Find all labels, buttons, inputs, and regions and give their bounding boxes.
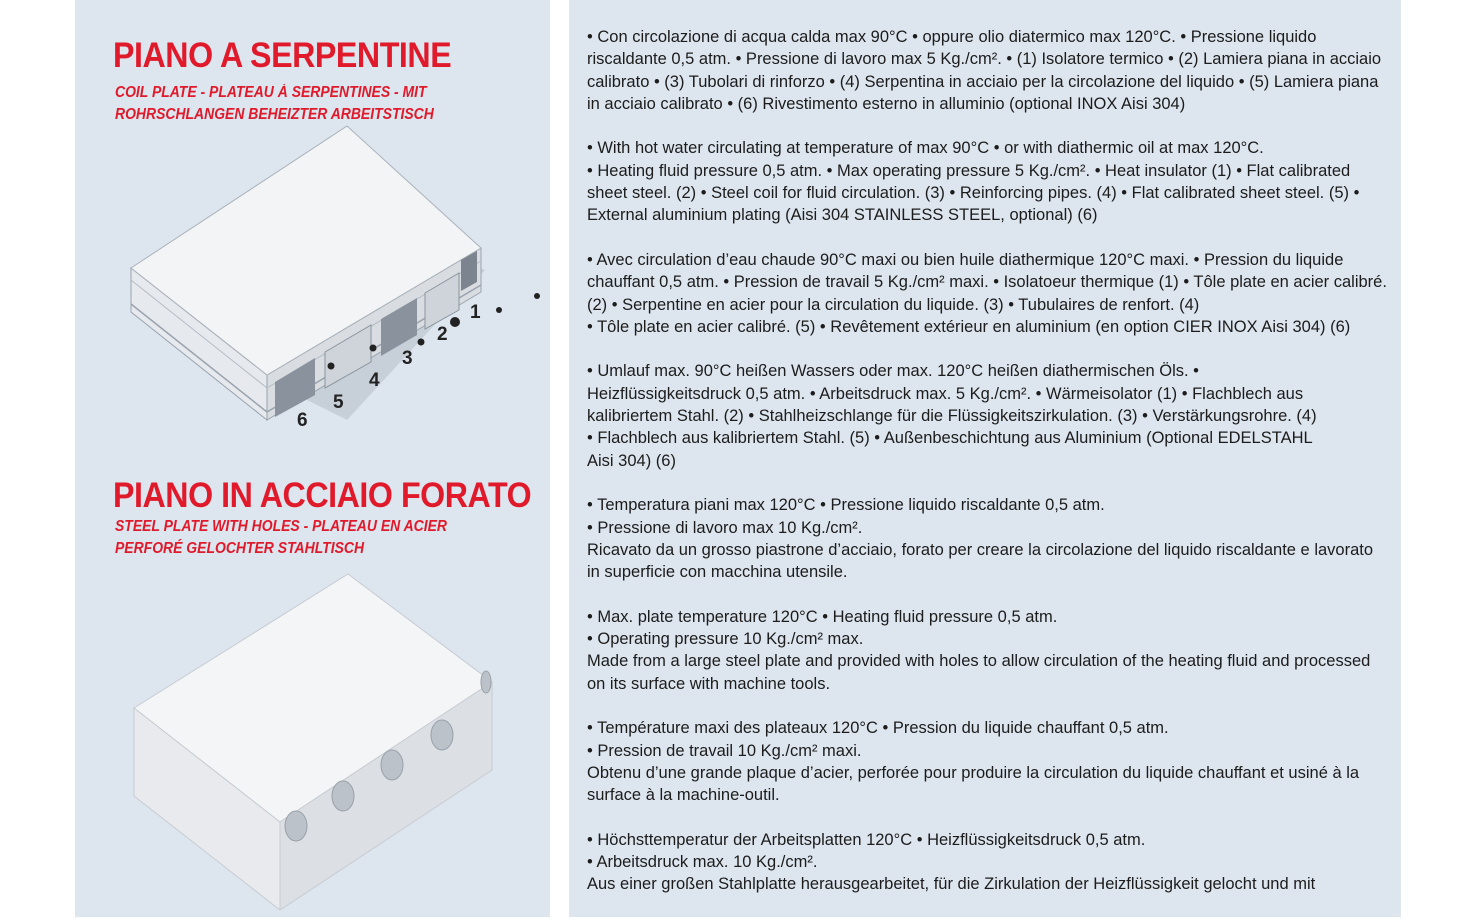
left-panel (75, 0, 550, 917)
callout-6: 6 (297, 410, 308, 431)
coil-plate-subtitle: COIL PLATE - PLATEAU À SERPENTINES - MIT ROHRSCHLANGEN BEHEIZTER ARBEITSTISCH (115, 84, 434, 123)
coil-spec-en: • With hot water circulating at temperature of max 90°C • or with diathermic oil at max 120°C. • Heating fluid pressure 0,5 atm. • Max operating pressure 5 Kg./cm². • Heat insulator (1) • Flat calibrated sheet steel. (2) • Steel coil for fluid circulation. (3) • Reinforcing pipes. (4) • Flat calibrated sheet steel. (5) • External aluminium plating (Aisi 304 STAINLESS STEEL, optional) (6) (587, 139, 1360, 225)
callout-2: 2 (437, 324, 448, 345)
holes-plate-illustration (130, 570, 510, 910)
coil-plate-title: PIANO A SERPENTINE (113, 36, 452, 75)
callout-3: 3 (402, 348, 413, 369)
coil-spec-fr: • Avec circulation d’eau chaude 90°C maxi ou bien huile diathermique 120°C maxi. • Pression du liquide chauffant 0,5 atm. • Pression de travail 5 Kg./cm² maxi. • Isolatoeur thermique (1) • Tôle plate en acier calibré. (2) • Serpentine en acier pour la circulation du liquide. (3) • Tubulaires de renfort. (4) • Tôle plate en acier calibré. (5) • Revêtement extérieur en aluminium (en option CIER INOX Aisi 304) (6) (587, 250, 1387, 336)
holes-plate-subtitle: STEEL PLATE WITH HOLES - PLATEAU EN ACIER PERFORÉ GELOCHTER STAHLTISCH (115, 518, 447, 557)
right-panel (569, 0, 1401, 917)
holes-spec-de: • Höchsttemperatur der Arbeitsplatten 120°C • Heizflüssigkeitsdruck 0,5 atm. • Arbeitsdruck max. 10 Kg./cm². Aus einer großen Stahlplatte herausgearbeitet, für die Zirkulation der Heizflüssigkeit gelocht und mit (587, 830, 1316, 894)
holes-spec-en: • Max. plate temperature 120°C • Heating fluid pressure 0,5 atm. • Operating pressure 10 Kg./cm² max. Made from a large steel plate and provided with holes to allow circulation of the heating fluid and processed on its surface with machine tools. (587, 607, 1371, 693)
coil-plate-illustration (125, 120, 545, 440)
callout-4: 4 (369, 370, 380, 391)
spec-text-column (587, 26, 1387, 918)
callout-1: 1 (470, 302, 481, 323)
holes-spec-fr: • Température maxi des plateaux 120°C • Pression du liquide chauffant 0,5 atm. • Pression de travail 10 Kg./cm² maxi. Obtenu d’une grande plaque d’acier, perforée pour produire la circulation du liquide chauffant et usiné à la surface à la machine-outil. (587, 719, 1360, 805)
holes-plate-title: PIANO IN ACCIAIO FORATO (113, 476, 532, 515)
coil-spec-de: • Umlauf max. 90°C heißen Wassers oder max. 120°C heißen diathermischen Öls. • Heizflüssigkeitsdruck 0,5 atm. • Arbeitsdruck max. 5 Kg./cm². • Wärmeisolator (1) • Flachblech aus kalibriertem Stahl. (2) • Stahlheizschlange für die Flüssigkeitszirkulation. (3) • Verstärkungsrohre. (4) • Flachblech aus kalibriertem Stahl. (5) • Außenbeschichtung aus Aluminium (Optional EDELSTAHL Aisi 304) (6) (587, 362, 1317, 470)
coil-spec-it: • Con circolazione di acqua calda max 90°C • oppure olio diatermico max 120°C. • Pressione liquido riscaldante 0,5 atm. • Pressione di lavoro max 5 Kg./cm². • (1) Isolatore termico • (2) Lamiera piana in acciaio calibrato • (3) Tubolari di rinforzo • (4) Serpentina in acciaio per la circolazione del liquido • (5) Lamiera piana in acciaio calibrato • (6) Rivestimento esterno in alluminio (optional INOX Aisi 304) (587, 28, 1382, 113)
callout-5: 5 (333, 392, 344, 413)
holes-spec-it: • Temperatura piani max 120°C • Pressione liquido riscaldante 0,5 atm. • Pressione di lavoro max 10 Kg./cm². Ricavato da un grosso piastrone d’acciaio, forato per creare la circolazione del liquido riscaldante e lavorato in superficie con macchina utensile. (587, 496, 1374, 582)
